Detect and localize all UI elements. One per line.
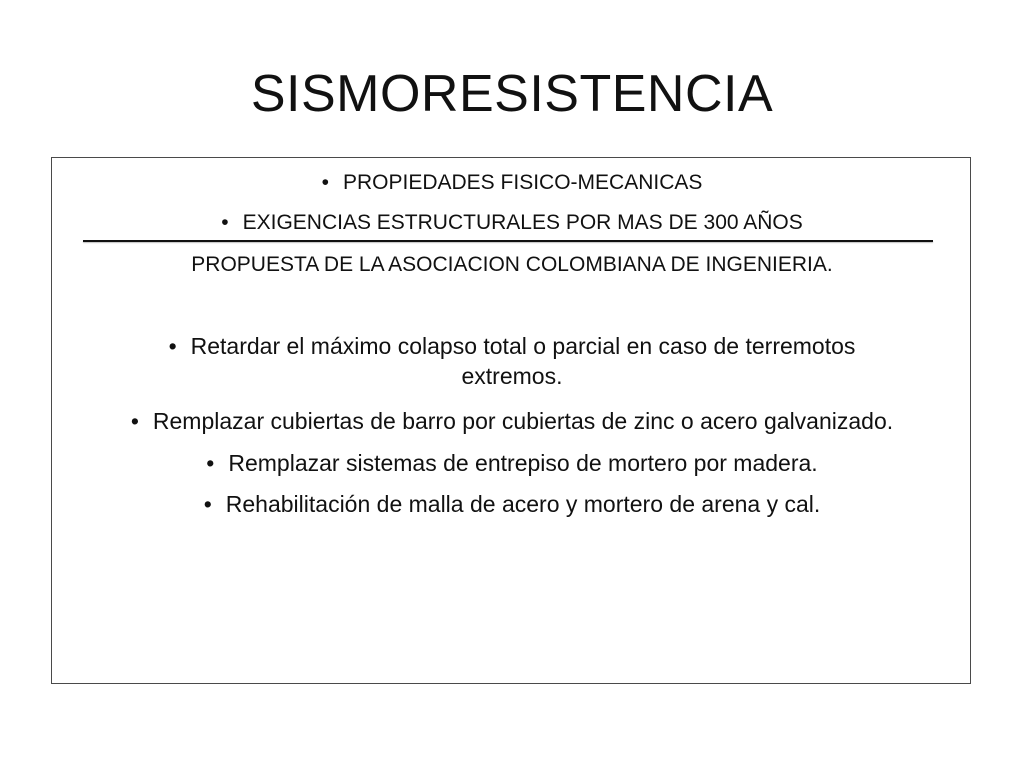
bullet-icon: • — [321, 171, 329, 194]
content-box — [51, 157, 971, 684]
bullet-item-mesh-rehab — [52, 489, 972, 519]
bullet-line — [52, 331, 972, 361]
bullet-text: Remplazar sistemas de entrepiso de mortero por madera. — [228, 450, 818, 476]
bullet-text: EXIGENCIAS ESTRUCTURALES POR MAS DE 300 AÑOS — [242, 211, 803, 234]
slide-title: SISMORESISTENCIA — [250, 65, 774, 123]
bullet-item-roof — [52, 406, 972, 436]
bullet-line-continuation: extremos. — [461, 363, 563, 389]
bullet-item-floor-systems — [52, 448, 972, 478]
bullet-item-retard-collapse — [52, 331, 972, 391]
bullet-icon: • — [168, 333, 177, 359]
proposal-heading: PROPUESTA DE LA ASOCIACION COLOMBIANA DE INGENIERIA. — [191, 253, 833, 276]
bullet-icon: • — [206, 450, 215, 476]
bullet-item-requirements — [52, 210, 972, 236]
bullet-text: Rehabilitación de malla de acero y mortero de arena y cal. — [225, 491, 821, 517]
bullet-text: Remplazar cubiertas de barro por cubiertas de zinc o acero galvanizado. — [152, 408, 894, 434]
bullet-text: Retardar el máximo colapso total o parcial en caso de terremotos — [190, 333, 856, 359]
bullet-icon: • — [221, 211, 229, 234]
horizontal-divider — [83, 240, 933, 242]
bullet-icon: • — [130, 408, 139, 434]
bullet-item-properties — [52, 170, 972, 196]
bullet-text: PROPIEDADES FISICO-MECANICAS — [342, 171, 703, 194]
bullet-icon: • — [203, 491, 212, 517]
